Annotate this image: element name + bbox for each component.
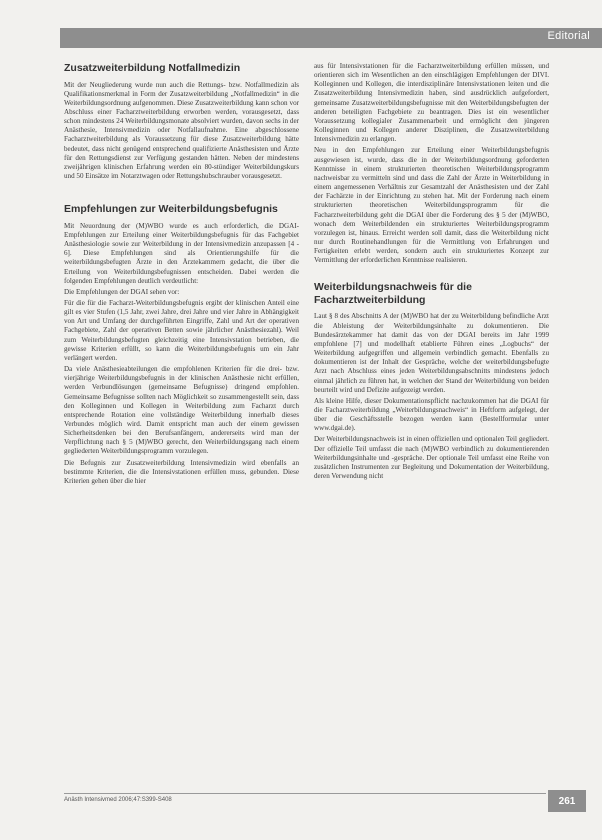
heading-weiterbildungsbefugnis: Empfehlungen zur Weiterbildungsbefugnis	[64, 203, 278, 216]
footer-citation: Anästh Intensivmed 2006;47:S399-S408	[64, 797, 172, 803]
paragraph: Der Weiterbildungsnachweis ist in einen offiziellen und optionalen Teil gegliedert. Der offizielle Teil umfasst die nach (M)WBO verbindlich zu dokumentierenden Weiterbildungsinhalte und -gespräche. Der optionale Teil umfasst eine Reihe von zusätzlichen Instrumenten zur Begleitung und Dokumentation der Weiterbildung, deren Verwendung nicht	[314, 435, 549, 481]
right-column	[314, 62, 549, 483]
heading-weiterbildungsnachweis: Weiterbildungsnachweis für die Facharztweiterbildung	[314, 281, 472, 306]
section-label: Editorial	[547, 30, 590, 42]
header-bar	[60, 28, 602, 48]
heading-notfallmedizin: Zusatzweiterbildung Notfallmedizin	[64, 62, 241, 74]
paragraph: aus für Intensivstationen für die Facharztweiterbildung erfüllen müssen, und orientieren sich im Wesentlichen an den einschlägigen Empfehlungen der DIVI. Kolleginnen und Kollegen, die interdisziplinäre Intensivstationen leiten und die Zusatzweiterbildung Intensivmedizin haben, sind ausdrücklich aufgefordert, gemeinsame Zusatzweiterbildungsbefugnisse mit den Weiterbildungsbefugten der anderen beteiligten Fachgebiete zu beantragen. Dies ist ein wesentlicher Voraussetzung kollegialer Zusammenarbeit und ermöglicht den jüngeren Kolleginnen und Kollegen anderer Disziplinen, die Zusatzweiterbildung Intensivmedizin zu erlangen.	[314, 62, 549, 144]
paragraph: Neu in den Empfehlungen zur Erteilung einer Weiterbildungsbefugnis ausgewiesen ist, wurde, dass die in der Weiterbildungsordnung geforderten Kenntnisse in einem strukturierten theoretischen Weiterbildungsprogramm nachweisbar zu vermitteln sind und dass die Zahl der Ärzte in Weiterbildung in einem angemessenen Verhältnis zur Gesamtzahl der Anästhesisten und der Zahl der Fachärzte in der Einrichtung zu stehen hat. Mit der Forderung nach einem strukturierten theoretischen Weiterbildungsprogramm für die Facharztweiterbildung geht die DGAI über die Forderung des § 5 der (M)WBO, wonach dem Weiterbildenden ein strukturiertes Weiterbildungsprogramm vorzulegen ist, hinaus. Erreicht werden soll damit, dass die Weiterbildung nicht nur durch Routinehandlungen für die Vermittlung von Erfahrungen und Fertigkeiten erlebt werden, sondern auch ein strukturiertes Konzept zur Vermittlung der erforderlichen Kenntnisse realisieren.	[314, 146, 549, 265]
paragraph: Die Befugnis zur Zusatzweiterbildung Intensivmedizin wird ebenfalls an bestimmte Kriterien, die die Intensivstationen erfüllen muss, gebunden. Diese Kriterien gehen über die hier	[64, 458, 299, 485]
paragraph: Als kleine Hilfe, dieser Dokumentationspflicht nachzukommen hat die DGAI für die Facharztweiterbildung „Weiterbildungsnachweis“ in Heftform aufgelegt, der über die Geschäftsstelle bezogen werden kann (Bestellformular unter www.dgai.de).	[314, 396, 549, 433]
footer-rule	[64, 793, 546, 794]
paragraph: Die Empfehlungen der DGAI sehen vor:	[64, 287, 180, 296]
left-column	[64, 62, 299, 488]
paragraph: Mit Neuordnung der (M)WBO wurde es auch erforderlich, die DGAI-Empfehlungen zur Erteilung einer Weiterbildungsbefugnis für das Fachgebiet Anästhesiologie sowie zur Weiterbildung in der Intensivmedizin anzupassen [4 - 6]. Diese Empfehlungen sind als Orientierungshilfe für die weiterbildungsbefugten Ärzte in den Ärztekammern gedacht, die über die Erteilung von Weiterbildungsbefugnissen entscheiden. Dabei werden die folgenden Empfehlungen deutlich verdeutlicht:	[64, 221, 299, 285]
page-number: 261	[548, 790, 586, 812]
paragraph: Laut § 8 des Abschnitts A der (M)WBO hat der zu Weiterbildung befindliche Arzt die Ableistung der Weiterbildungsinhalte zu dokumentieren. Die Bundesärztekammer hat damit das von der DGAI bereits im Jahr 1999 empfohlene [7] und modellhaft etablierte Führen eines „Logbuchs“ der Weiterbildung aufgegriffen und allgemein verbindlich gemacht. Ebenfalls zu dokumentieren ist der Inhalt der Gespräche, welche der weiterbildungsbefugte Arzt nach Abschluss eines jeden Weiterbildungsabschnitts mindestens jedoch einmal jährlich zu führen hat, in welchen der Stand der Weiterbildung von beiden beurteilt wird und Defizite aufgezeigt werden.	[314, 312, 549, 394]
paragraph: Mit der Neugliederung wurde nun auch die Rettungs- bzw. Notfallmedizin als Qualifikationsmerkmal in Form der Zusatzweiterbildung „Notfallmedizin“ in die Weiterbildungsordnung aufgenommen. Diese Zusatzweiterbildung kann schon vor Abschluss einer Facharztweiterbildung erworben werden, vorausgesetzt, dass schon mindestens 24 Weiterbildungsmonate absolviert wurden, davon sechs in der Anästhesie, Intensivmedizin oder Notfallaufnahme. Eine abgeschlossene Facharztweiterbildung als Voraussetzung für diese Zusatzweiterbildung hätte bedeutet, dass nicht genügend entsprechend qualifizierte Anästhesisten und Ärzte für den Rettungsdienst zur Verfügung gestanden hätten. Neben der mindestens zweijährigen klinischen Erfahrung werden ein 80-stündiger Weiterbildungskurs und 50 Einsätze im Notarztwagen oder Rettungshubschrauber vorausgesetzt.	[64, 80, 299, 181]
paragraph: Für die für die Facharzt-Weiterbildungsbefugnis ergibt der klinischen Anteil eine gilt es vier Stufen (1,5 Jahr, zwei Jahre, drei Jahre und vier Jahre in Abhängigkeit von Art und Umfang der durchgeführten Eingriffe, Zahl und Art der operativen Fachgebiete, Zahl der operativen Betten sowie jährlicher Anästhesiezahl). Weil zum Weiterbildungsbefugten gleichzeitig eine Intensivstation betrieben, die gewisse Kriterien erfüllt, so kann die Weiterbildungsbefugnis um ein Jahr verlängert werden.	[64, 298, 299, 362]
paragraph: Da viele Anästhesieabteilungen die empfohlenen Kriterien für die drei- bzw. vierjährige Weiterbildungsbefugnis in der klinischen Anästhesie nicht erfüllen, werden Verbundlösungen (gemeinsame Befugnisse) dringend empfohlen. Gemeinsame Befugnisse sollten nach Möglichkeit so zusammengestellt sein, dass den Kolleginnen und Kollegen in Weiterbildung zum Facharzt durch entsprechende Rotation eine vollständige Weiterbildung innerhalb dieses Verbundes möglich wird. Damit entspricht man auch der einem gewissen Sicherheitsdenken bei den Berufsanfängern, andererseits wird man der Verpflichtung nach § 5 (M)WBO gerecht, den Weiterbildungsgang nach einem gegliederten Weiterbildungsprogramm vorzulegen.	[64, 365, 299, 456]
